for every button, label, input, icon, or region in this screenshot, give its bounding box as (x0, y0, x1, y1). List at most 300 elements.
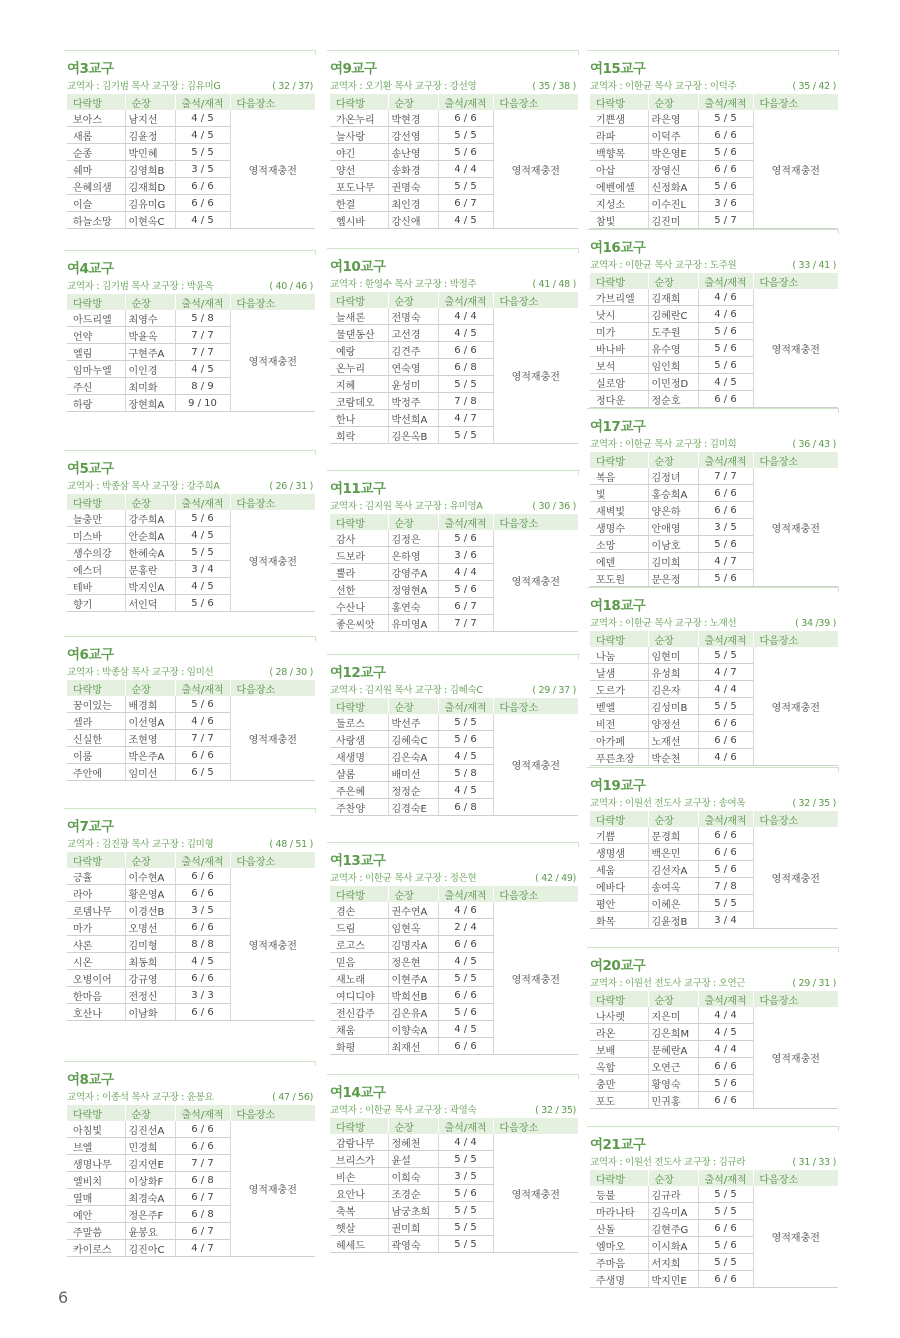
leader-cell: 최재선 (388, 1038, 438, 1055)
group-name: 열매 (67, 1189, 125, 1206)
column-header: 다음장소 (230, 94, 315, 110)
attendance-cell: 4 / 6 (438, 902, 493, 919)
leader-cell: 김진선A (125, 1121, 175, 1138)
attendance-cell: 7 / 7 (175, 327, 230, 344)
table-row (590, 1186, 838, 1203)
leader-cell: 이경선B (125, 902, 175, 919)
leader-cell: 박은주A (125, 747, 175, 764)
attendance-cell: 4 / 5 (698, 1024, 753, 1041)
leader-name: 교구장 : 곽영숙 (414, 1105, 477, 1116)
district-block (330, 480, 578, 632)
district-info (330, 683, 578, 698)
attendance-table (330, 94, 579, 229)
district-title: 여18교구 (590, 598, 646, 614)
column-header: 출석/재적 (698, 811, 753, 827)
attendance-cell: 8 / 8 (175, 936, 230, 953)
district-info (330, 1103, 578, 1118)
column-header: 출석/재적 (175, 1105, 230, 1121)
leader-cell: 정정순 (388, 782, 438, 799)
leader-cell: 김재희 (648, 289, 698, 306)
attendance-cell: 6 / 6 (698, 1220, 753, 1237)
attendance-cell: 5 / 5 (438, 1202, 493, 1219)
leader-cell: 한혜숙A (125, 544, 175, 561)
attendance-cell: 3 / 6 (698, 195, 753, 212)
group-name: 겸손 (330, 902, 388, 919)
column-header: 출석/재적 (438, 886, 493, 902)
group-name: 주말씀 (67, 1223, 125, 1240)
attendance-cell: 5 / 7 (698, 212, 753, 229)
leader-cell: 장영신 (648, 161, 698, 178)
attendance-table (67, 294, 316, 412)
district-info (590, 976, 838, 991)
attendance-cell: 4 / 6 (698, 289, 753, 306)
next-location: 영적재충전 (230, 510, 315, 612)
leader-cell: 곽영숙 (388, 1236, 438, 1253)
attendance-cell: 4 / 6 (698, 749, 753, 766)
attendance-cell: 6 / 7 (175, 1223, 230, 1240)
group-name: 새롬 (67, 127, 125, 144)
district-info (330, 277, 578, 292)
group-name: 채움 (330, 1021, 388, 1038)
attendance-cell: 4 / 5 (438, 782, 493, 799)
group-name: 쉐마 (67, 161, 125, 178)
group-name: 늘새론 (330, 308, 388, 325)
leader-name: 교구장 : 김혜숙C (414, 685, 483, 696)
district-title: 여20교구 (590, 958, 646, 974)
column-header: 다락방 (590, 631, 648, 647)
pastor-name: 교역자 : 오기환 목사 (330, 81, 413, 92)
pastor-name: 교역자 : 박종삼 목사 (67, 481, 150, 492)
next-location: 영적재충전 (493, 1134, 578, 1253)
leader-name: 교구장 : 이덕주 (674, 81, 737, 92)
attendance-cell: 3 / 6 (438, 547, 493, 564)
leader-cell: 송여옥 (648, 878, 698, 895)
leader-cell: 김성미B (648, 698, 698, 715)
leader-cell: 이희숙 (388, 1168, 438, 1185)
table-row (67, 868, 315, 885)
group-name: 긍휼 (67, 868, 125, 885)
column-header: 다락방 (67, 1105, 125, 1121)
group-name: 헤세드 (330, 1236, 388, 1253)
attendance-cell: 7 / 7 (175, 344, 230, 361)
attendance-cell: 5 / 5 (698, 1254, 753, 1271)
attendance-table (330, 1118, 579, 1253)
attendance-cell: 5 / 5 (698, 110, 753, 127)
leader-cell: 이현옥C (125, 212, 175, 229)
group-name: 주찬양 (330, 799, 388, 816)
attendance-cell: 4 / 5 (438, 325, 493, 342)
column-header: 다음장소 (493, 886, 578, 902)
table-row (590, 1007, 838, 1024)
group-name: 엘림 (67, 344, 125, 361)
attendance-table (590, 1170, 839, 1288)
group-name: 라온 (590, 1024, 648, 1041)
district-block (590, 418, 838, 587)
group-name: 신실한 (67, 730, 125, 747)
column-header: 다락방 (67, 294, 125, 310)
attendance-table (67, 680, 316, 781)
group-name: 마가 (67, 919, 125, 936)
pastor-name: 교역자 : 이한균 목사 (590, 439, 673, 450)
table-header-row (590, 1170, 838, 1186)
leader-cell: 김은희M (648, 1024, 698, 1041)
column-header: 출석/재적 (438, 514, 493, 530)
leader-cell: 이인경 (125, 361, 175, 378)
leader-cell: 임현미 (648, 647, 698, 664)
attendance-cell: 6 / 6 (438, 342, 493, 359)
district-title: 여8교구 (67, 1072, 114, 1088)
district-title: 여4교구 (67, 261, 114, 277)
group-name: 사랑샘 (330, 731, 388, 748)
next-location: 영적재충전 (230, 696, 315, 781)
attendance-total: ( 35 / 38 ) (532, 81, 576, 92)
column-header: 순장 (388, 514, 438, 530)
column-header: 출석/재적 (438, 698, 493, 714)
attendance-cell: 6 / 6 (175, 1138, 230, 1155)
column-header: 순장 (388, 94, 438, 110)
table-header-row (67, 94, 315, 110)
group-name: 수산나 (330, 598, 388, 615)
column-header: 다음장소 (493, 514, 578, 530)
table-row (330, 902, 578, 919)
group-name: 화목 (590, 912, 648, 929)
attendance-cell: 5 / 6 (438, 144, 493, 161)
column-header: 순장 (125, 1105, 175, 1121)
district-block (590, 60, 838, 229)
pastor-name: 교역자 : 김기범 목사 (67, 281, 150, 292)
attendance-cell: 4 / 5 (438, 1021, 493, 1038)
table-row (590, 647, 838, 664)
group-name: 샬롬 (330, 765, 388, 782)
district-title: 여17교구 (590, 419, 646, 435)
column-header: 다락방 (590, 991, 648, 1007)
group-name: 이슬 (67, 195, 125, 212)
table-row (67, 1121, 315, 1138)
group-name: 언약 (67, 327, 125, 344)
group-name: 감사 (330, 530, 388, 547)
group-name: 바나바 (590, 340, 648, 357)
leader-cell: 강신애 (388, 212, 438, 229)
district-block (590, 1136, 838, 1288)
leader-cell: 정은주F (125, 1206, 175, 1223)
attendance-cell: 4 / 4 (438, 564, 493, 581)
column-header: 출석/재적 (698, 452, 753, 468)
group-name: 주은혜 (330, 782, 388, 799)
leader-cell: 백은민 (648, 844, 698, 861)
attendance-cell: 4 / 5 (698, 374, 753, 391)
group-name: 주신 (67, 378, 125, 395)
attendance-cell: 5 / 6 (698, 340, 753, 357)
group-name: 요안나 (330, 1185, 388, 1202)
group-name: 임마누엘 (67, 361, 125, 378)
attendance-cell: 6 / 6 (698, 1058, 753, 1075)
attendance-cell: 4 / 5 (175, 527, 230, 544)
group-name: 엘비치 (67, 1172, 125, 1189)
attendance-cell: 8 / 9 (175, 378, 230, 395)
attendance-cell: 6 / 6 (698, 732, 753, 749)
attendance-cell: 3 / 5 (698, 519, 753, 536)
leader-cell: 고선경 (388, 325, 438, 342)
leader-cell: 홍연숙 (388, 598, 438, 615)
leader-cell: 배미선 (388, 765, 438, 782)
group-name: 새벽빛 (590, 502, 648, 519)
table-row (590, 110, 838, 127)
leader-name: 교구장 : 강선영 (414, 81, 477, 92)
leader-cell: 박은영E (648, 144, 698, 161)
leader-cell: 권수연A (388, 902, 438, 919)
leader-name: 교구장 : 박정주 (414, 279, 477, 290)
pastor-name: 교역자 : 이종석 목사 (67, 1092, 150, 1103)
leader-cell: 오명선 (125, 919, 175, 936)
pastor-name: 교역자 : 김지원 목사 (330, 685, 413, 696)
leader-cell: 김경숙E (388, 799, 438, 816)
column-header: 출석/재적 (438, 1118, 493, 1134)
group-name: 브리스가 (330, 1151, 388, 1168)
leader-cell: 연숙영 (388, 359, 438, 376)
leader-cell: 최동희 (125, 953, 175, 970)
group-name: 둘로스 (330, 714, 388, 731)
leader-cell: 박윤옥 (125, 327, 175, 344)
group-name: 정다운 (590, 391, 648, 408)
attendance-cell: 5 / 5 (438, 1236, 493, 1253)
attendance-cell: 6 / 6 (175, 1121, 230, 1138)
attendance-cell: 6 / 7 (438, 195, 493, 212)
attendance-cell: 4 / 5 (175, 578, 230, 595)
district-info (67, 279, 315, 294)
leader-cell: 김견주 (388, 342, 438, 359)
group-name: 라파 (590, 127, 648, 144)
leader-cell: 김영희B (125, 161, 175, 178)
group-name: 보석 (590, 357, 648, 374)
attendance-total: ( 28 / 30 ) (269, 667, 313, 678)
group-name: 드보라 (330, 547, 388, 564)
column-header: 순장 (125, 680, 175, 696)
attendance-cell: 4 / 5 (175, 361, 230, 378)
leader-cell: 김진미 (648, 212, 698, 229)
leader-cell: 윤설 (388, 1151, 438, 1168)
attendance-cell: 7 / 8 (438, 393, 493, 410)
group-name: 뿔라 (330, 564, 388, 581)
table-row (330, 110, 578, 127)
next-location: 영적재충전 (753, 1007, 838, 1109)
column-header: 출석/재적 (175, 94, 230, 110)
attendance-cell: 5 / 6 (698, 1237, 753, 1254)
attendance-cell: 6 / 6 (175, 970, 230, 987)
attendance-table (330, 698, 579, 816)
column-header: 다음장소 (230, 680, 315, 696)
leader-cell: 송화경 (388, 161, 438, 178)
attendance-cell: 5 / 6 (698, 323, 753, 340)
column-header: 출석/재적 (175, 680, 230, 696)
group-name: 하늘소망 (67, 212, 125, 229)
column-header: 다음장소 (753, 94, 838, 110)
column-header: 다음장소 (230, 852, 315, 868)
leader-name: 교구장 : 노재선 (674, 618, 737, 629)
district-block (67, 818, 315, 1021)
group-name: 포도나무 (330, 178, 388, 195)
column-header: 다음장소 (230, 294, 315, 310)
attendance-cell: 6 / 6 (698, 827, 753, 844)
group-name: 호산나 (67, 1004, 125, 1021)
leader-cell: 구현주A (125, 344, 175, 361)
column-header: 순장 (125, 494, 175, 510)
leader-name: 교구장 : 송여옥 (683, 798, 746, 809)
attendance-cell: 6 / 6 (175, 747, 230, 764)
group-name: 라아 (67, 885, 125, 902)
group-name: 세움 (590, 861, 648, 878)
attendance-cell: 4 / 4 (438, 161, 493, 178)
district-title: 여5교구 (67, 461, 114, 477)
attendance-cell: 4 / 5 (175, 110, 230, 127)
group-name: 예안 (67, 1206, 125, 1223)
group-name: 나사렛 (590, 1007, 648, 1024)
group-name: 에바다 (590, 878, 648, 895)
next-location: 영적재충전 (493, 714, 578, 816)
attendance-cell: 5 / 5 (698, 895, 753, 912)
group-name: 엠마오 (590, 1237, 648, 1254)
group-name: 산돌 (590, 1220, 648, 1237)
next-location: 영적재충전 (753, 827, 838, 929)
leader-cell: 박선주 (388, 714, 438, 731)
group-name: 아침빛 (67, 1121, 125, 1138)
leader-cell: 전명숙 (388, 308, 438, 325)
table-row (67, 696, 315, 713)
attendance-total: ( 31 / 33 ) (792, 1157, 836, 1168)
district-block (330, 664, 578, 816)
leader-cell: 유수영 (648, 340, 698, 357)
leader-name: 교구장 : 김유미G (151, 81, 221, 92)
district-title: 여14교구 (330, 1085, 386, 1101)
district-info (330, 499, 578, 514)
attendance-cell: 4 / 5 (438, 953, 493, 970)
leader-cell: 최미화 (125, 378, 175, 395)
attendance-cell: 6 / 6 (175, 919, 230, 936)
group-name: 생명수 (590, 519, 648, 536)
attendance-cell: 6 / 6 (698, 1092, 753, 1109)
group-name: 소망 (590, 536, 648, 553)
district-block (67, 260, 315, 412)
leader-cell: 김선자A (648, 861, 698, 878)
group-name: 셀라 (67, 713, 125, 730)
attendance-cell: 6 / 6 (438, 110, 493, 127)
district-title: 여3교구 (67, 61, 114, 77)
leader-cell: 조경순 (388, 1185, 438, 1202)
attendance-table (590, 273, 839, 408)
leader-name: 교구장 : 오연근 (683, 978, 746, 989)
column-header: 출석/재적 (438, 94, 493, 110)
column-header: 순장 (648, 811, 698, 827)
leader-cell: 이혜은 (648, 895, 698, 912)
group-name: 양선 (330, 161, 388, 178)
leader-cell: 김지연E (125, 1155, 175, 1172)
attendance-cell: 5 / 6 (698, 1075, 753, 1092)
column-header: 다음장소 (493, 698, 578, 714)
attendance-cell: 5 / 5 (438, 376, 493, 393)
leader-cell: 김미형 (125, 936, 175, 953)
leader-cell: 이선영A (125, 713, 175, 730)
table-row (590, 468, 838, 485)
attendance-cell: 5 / 6 (175, 510, 230, 527)
attendance-cell: 6 / 6 (438, 936, 493, 953)
attendance-cell: 4 / 5 (175, 127, 230, 144)
attendance-cell: 5 / 5 (175, 544, 230, 561)
attendance-cell: 4 / 4 (698, 681, 753, 698)
leader-cell: 김명자A (388, 936, 438, 953)
group-name: 주마음 (590, 1254, 648, 1271)
pastor-name: 교역자 : 이한균 목사 (590, 81, 673, 92)
attendance-cell: 5 / 6 (698, 357, 753, 374)
district-block (590, 597, 838, 766)
table-header-row (590, 94, 838, 110)
pastor-name: 교역자 : 이한균 목사 (330, 1105, 413, 1116)
group-name: 마라나타 (590, 1203, 648, 1220)
column-header: 다음장소 (753, 991, 838, 1007)
group-name: 시온 (67, 953, 125, 970)
group-name: 예랑 (330, 342, 388, 359)
attendance-cell: 4 / 7 (698, 553, 753, 570)
attendance-cell: 4 / 5 (438, 748, 493, 765)
attendance-cell: 3 / 4 (175, 561, 230, 578)
attendance-cell: 6 / 6 (698, 127, 753, 144)
column-header: 다음장소 (753, 452, 838, 468)
group-name: 등불 (590, 1186, 648, 1203)
attendance-cell: 4 / 7 (698, 664, 753, 681)
group-name: 전신갑주 (330, 1004, 388, 1021)
attendance-cell: 4 / 7 (438, 410, 493, 427)
attendance-total: ( 32 / 35) (535, 1105, 576, 1116)
leader-name: 교구장 : 김규라 (683, 1157, 746, 1168)
leader-cell: 안순희A (125, 527, 175, 544)
table-row (67, 310, 315, 327)
district-block (330, 258, 578, 444)
group-name: 오병이어 (67, 970, 125, 987)
leader-cell: 박순천 (648, 749, 698, 766)
attendance-cell: 7 / 7 (175, 1155, 230, 1172)
district-info (67, 665, 315, 680)
attendance-cell: 5 / 5 (438, 427, 493, 444)
attendance-cell: 4 / 5 (175, 212, 230, 229)
attendance-table (590, 811, 839, 929)
group-name: 늘충만 (67, 510, 125, 527)
group-name: 아삽 (590, 161, 648, 178)
district-block (67, 1071, 315, 1257)
district-title: 여9교구 (330, 61, 377, 77)
leader-cell: 지은미 (648, 1007, 698, 1024)
district-block (67, 460, 315, 612)
group-name: 주생명 (590, 1271, 648, 1288)
district-block (590, 777, 838, 929)
leader-cell: 양정선 (648, 715, 698, 732)
attendance-cell: 5 / 5 (698, 1186, 753, 1203)
attendance-total: ( 32 / 37) (272, 81, 313, 92)
pastor-name: 교역자 : 이원선 전도사 (590, 1157, 681, 1168)
leader-cell: 문홍란 (125, 561, 175, 578)
attendance-total: ( 30 / 36 ) (532, 501, 576, 512)
district-info (67, 1090, 315, 1105)
leader-cell: 유성희 (648, 664, 698, 681)
table-row (67, 110, 315, 127)
attendance-table (590, 452, 839, 587)
attendance-cell: 6 / 8 (438, 359, 493, 376)
attendance-cell: 5 / 6 (175, 595, 230, 612)
attendance-cell: 5 / 6 (175, 696, 230, 713)
leader-cell: 최인경 (388, 195, 438, 212)
leader-cell: 문은정 (648, 570, 698, 587)
attendance-cell: 5 / 6 (438, 530, 493, 547)
pastor-name: 교역자 : 이원선 전도사 (590, 798, 681, 809)
district-title: 여15교구 (590, 61, 646, 77)
group-name: 지성소 (590, 195, 648, 212)
